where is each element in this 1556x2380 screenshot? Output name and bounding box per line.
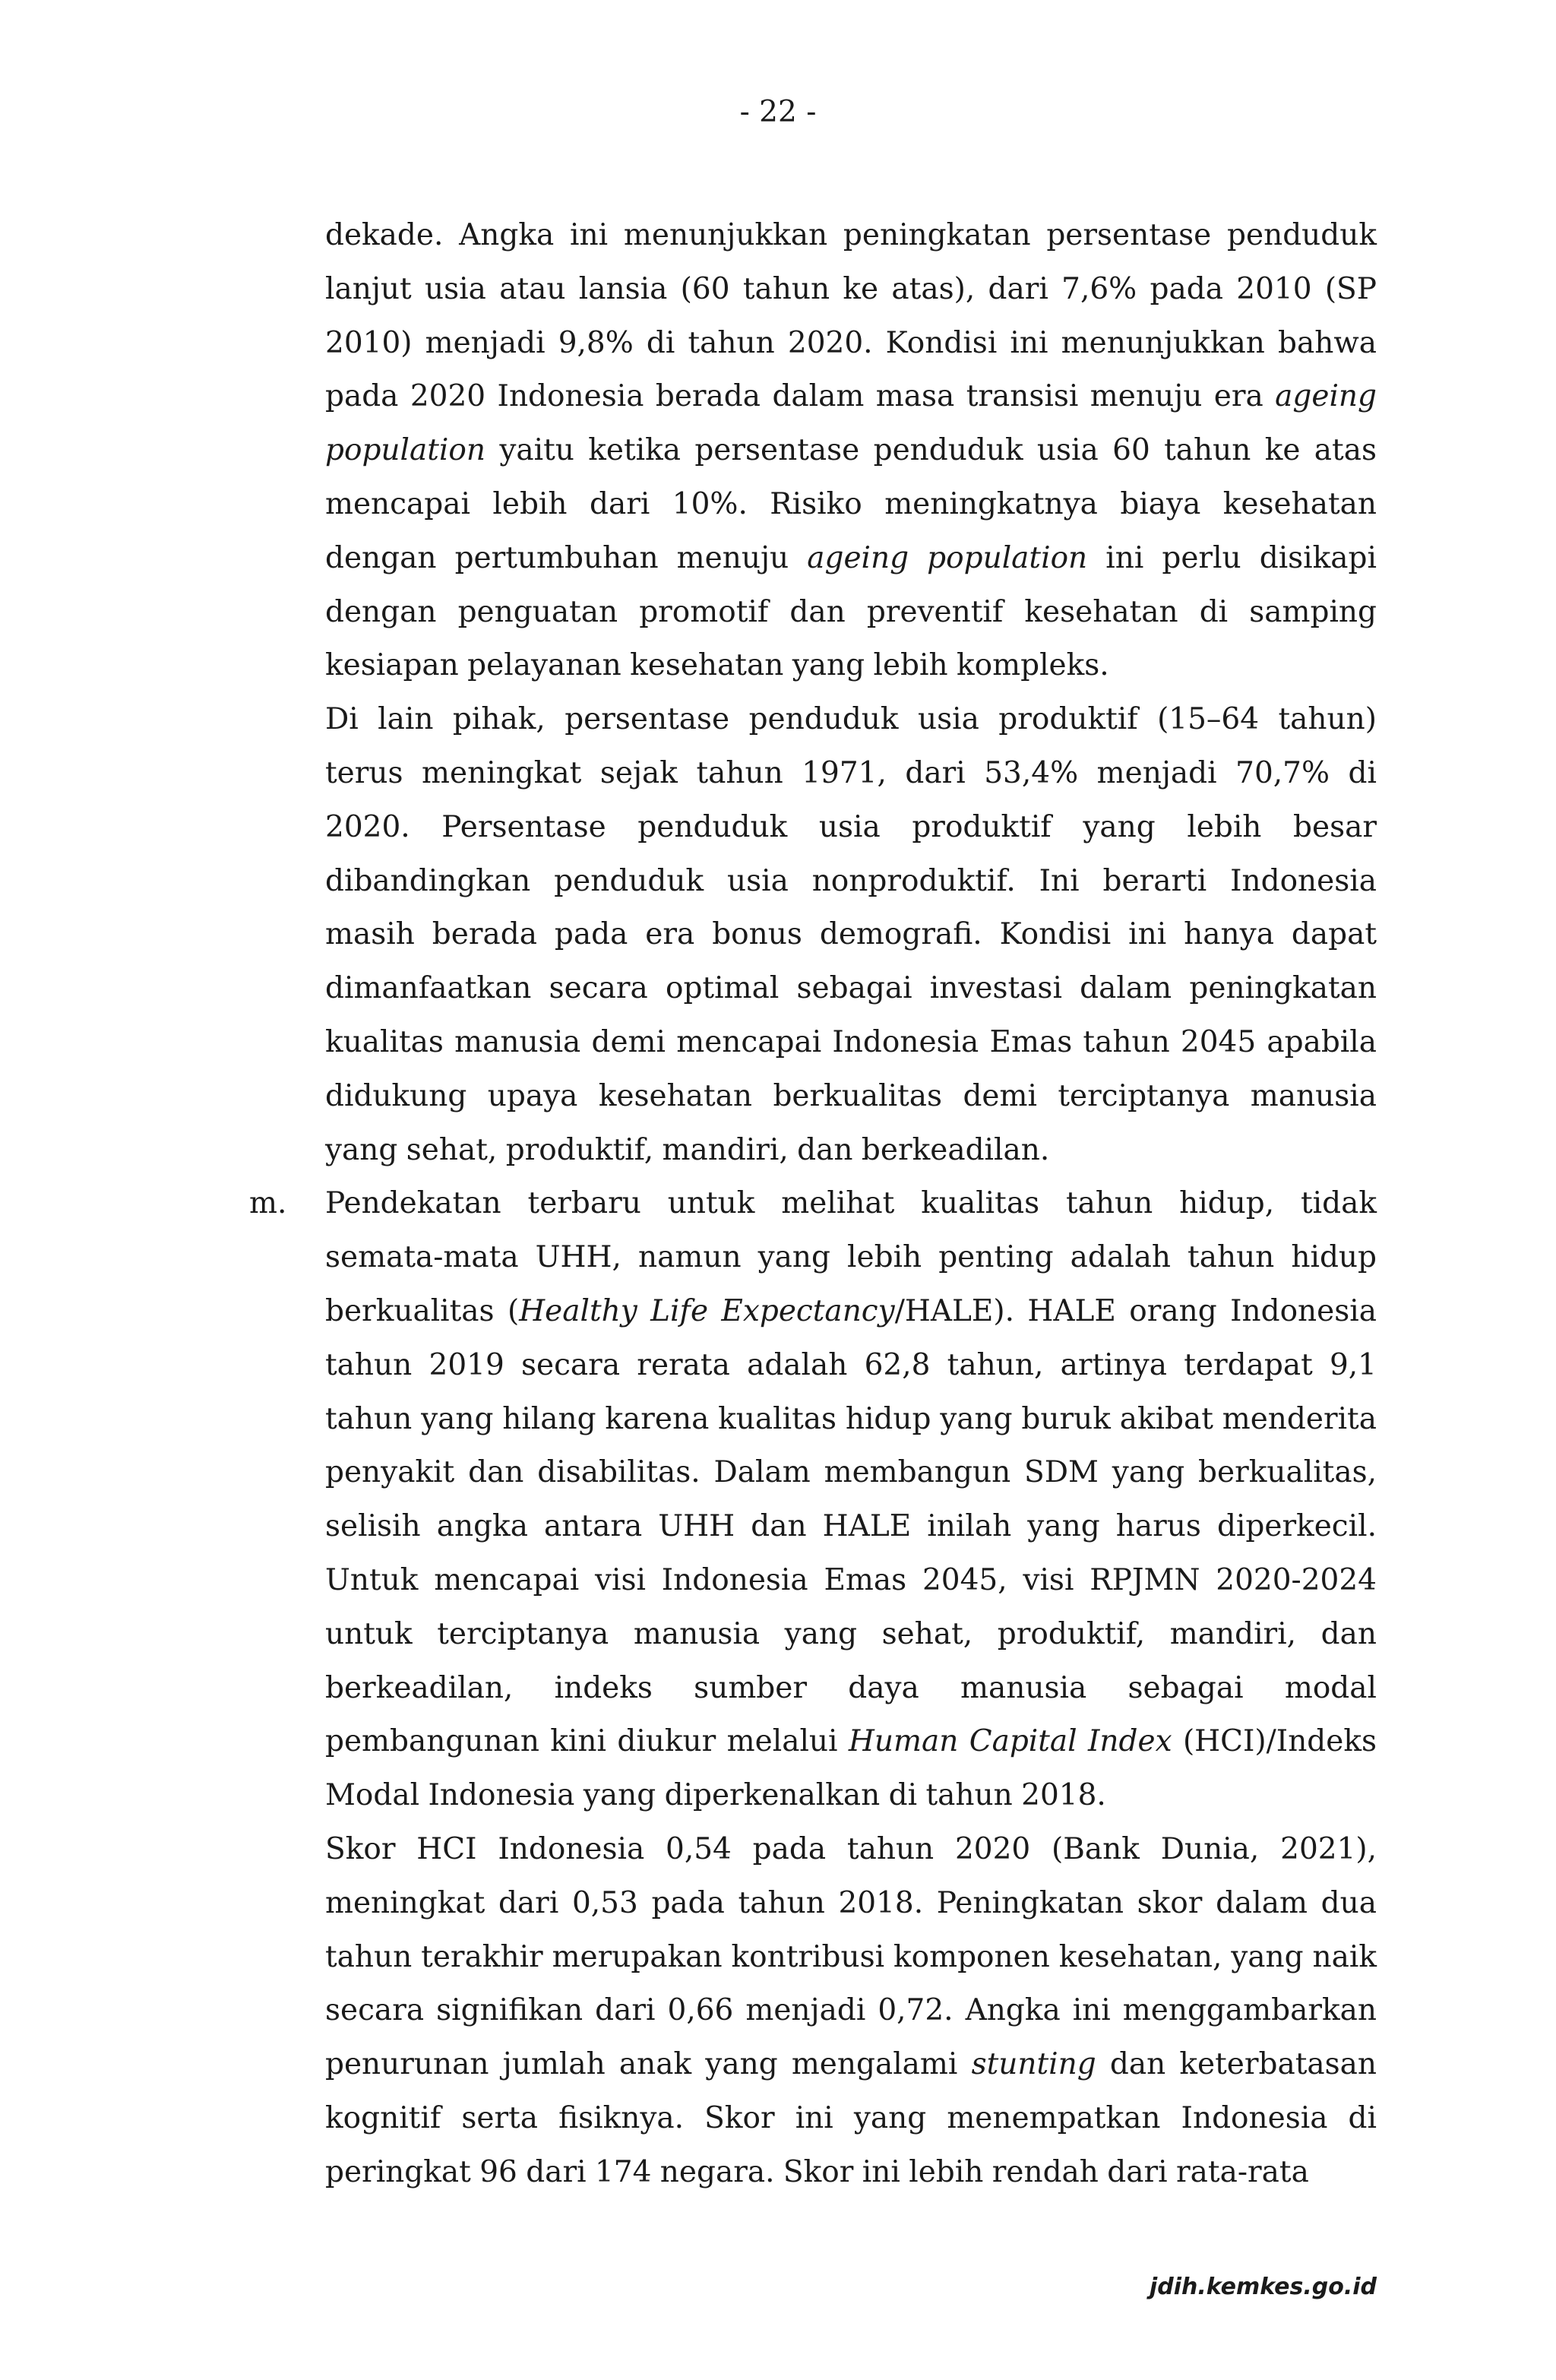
- list-item-m: [249, 1177, 1377, 1823]
- italic-term: stunting: [971, 2047, 1096, 2082]
- italic-term: ageing population: [807, 540, 1088, 575]
- paragraph: [325, 1823, 1377, 2200]
- paragraph: [325, 693, 1377, 1177]
- page-number: - 22 -: [739, 95, 817, 129]
- footer-link[interactable]: jdih.kemkes.go.id: [1149, 2274, 1377, 2300]
- italic-term: Healthy Life Expectancy: [519, 1293, 895, 1328]
- text-segment: dan keterbatasan kognitif serta fisiknya. Skor ini yang menempatkan Indonesia di peringkat 96 dari 174 negara. Skor ini lebih rendah dari rata-rata: [325, 2047, 1377, 2189]
- text-segment: ini perlu disikapi dengan penguatan promotif dan preventif kesehatan di samping kesiapan pelayanan kesehatan yang lebih kompleks.: [325, 540, 1377, 683]
- text-segment: Di lain pihak, persentase penduduk usia produktif (15–64 tahun) terus meningkat sejak tahun 1971, dari 53,4% menjadi 70,7% di 2020. Persentase penduduk usia produktif yang lebih besar dibandingkan penduduk usia nonproduktif. Ini berarti Indonesia masih berada pada era bonus demografi. Kondisi ini hanya dapat dimanfaatkan secara optimal sebagai investasi dalam peningkatan kualitas manusia demi mencapai Indonesia Emas tahun 2045 apabila didukung upaya kesehatan berkualitas demi terciptanya manusia yang sehat, produktif, mandiri, dan berkeadilan.: [325, 702, 1377, 1167]
- text-segment: (HCI)/Indeks Modal Indonesia yang diperkenalkan di tahun 2018.: [325, 1724, 1377, 1813]
- list-marker: m.: [249, 1186, 287, 1221]
- paragraph: [325, 209, 1377, 693]
- document-body: [249, 209, 1377, 2199]
- text-segment: yaitu ketika persentase penduduk usia 60 tahun ke atas mencapai lebih dari 10%. Risiko meningkatnya biaya kesehatan dengan pertumbuhan menuju: [325, 433, 1377, 575]
- italic-term: ageing population: [325, 379, 1377, 468]
- text-segment: Pendekatan terbaru untuk melihat kualitas tahun hidup, tidak semata-mata UHH, namun yang lebih penting adalah tahun hidup berkualitas (: [325, 1186, 1377, 1328]
- italic-term: Human Capital Index: [848, 1724, 1172, 1759]
- text-segment: Skor HCI Indonesia 0,54 pada tahun 2020 (Bank Dunia, 2021), meningkat dari 0,53 pada tahun 2018. Peningkatan skor dalam dua tahun terakhir merupakan kontribusi komponen kesehatan, yang naik secara signifikan dari 0,66 menjadi 0,72. Angka ini menggambarkan penurunan jumlah anak yang mengalami: [325, 1831, 1377, 2082]
- paragraph: [325, 1177, 1377, 1823]
- text-segment: /HALE). HALE orang Indonesia tahun 2019 secara rerata adalah 62,8 tahun, artinya terdapat 9,1 tahun yang hilang karena kualitas hidup yang buruk akibat menderita penyakit dan disabilitas. Dalam membangun SDM yang berkualitas, selisih angka antara UHH dan HALE inilah yang harus diperkecil. Untuk mencapai visi Indonesia Emas 2045, visi RPJMN 2020-2024 untuk terciptanya manusia yang sehat, produktif, mandiri, dan berkeadilan, indeks sumber daya manusia sebagai modal pembangunan kini diukur melalui: [325, 1293, 1377, 1759]
- text-segment: dekade. Angka ini menunjukkan peningkatan persentase penduduk lanjut usia atau lansia (60 tahun ke atas), dari 7,6% pada 2010 (SP 2010) menjadi 9,8% di tahun 2020. Kondisi ini menunjukkan bahwa pada 2020 Indonesia berada dalam masa transisi menuju era: [325, 218, 1377, 414]
